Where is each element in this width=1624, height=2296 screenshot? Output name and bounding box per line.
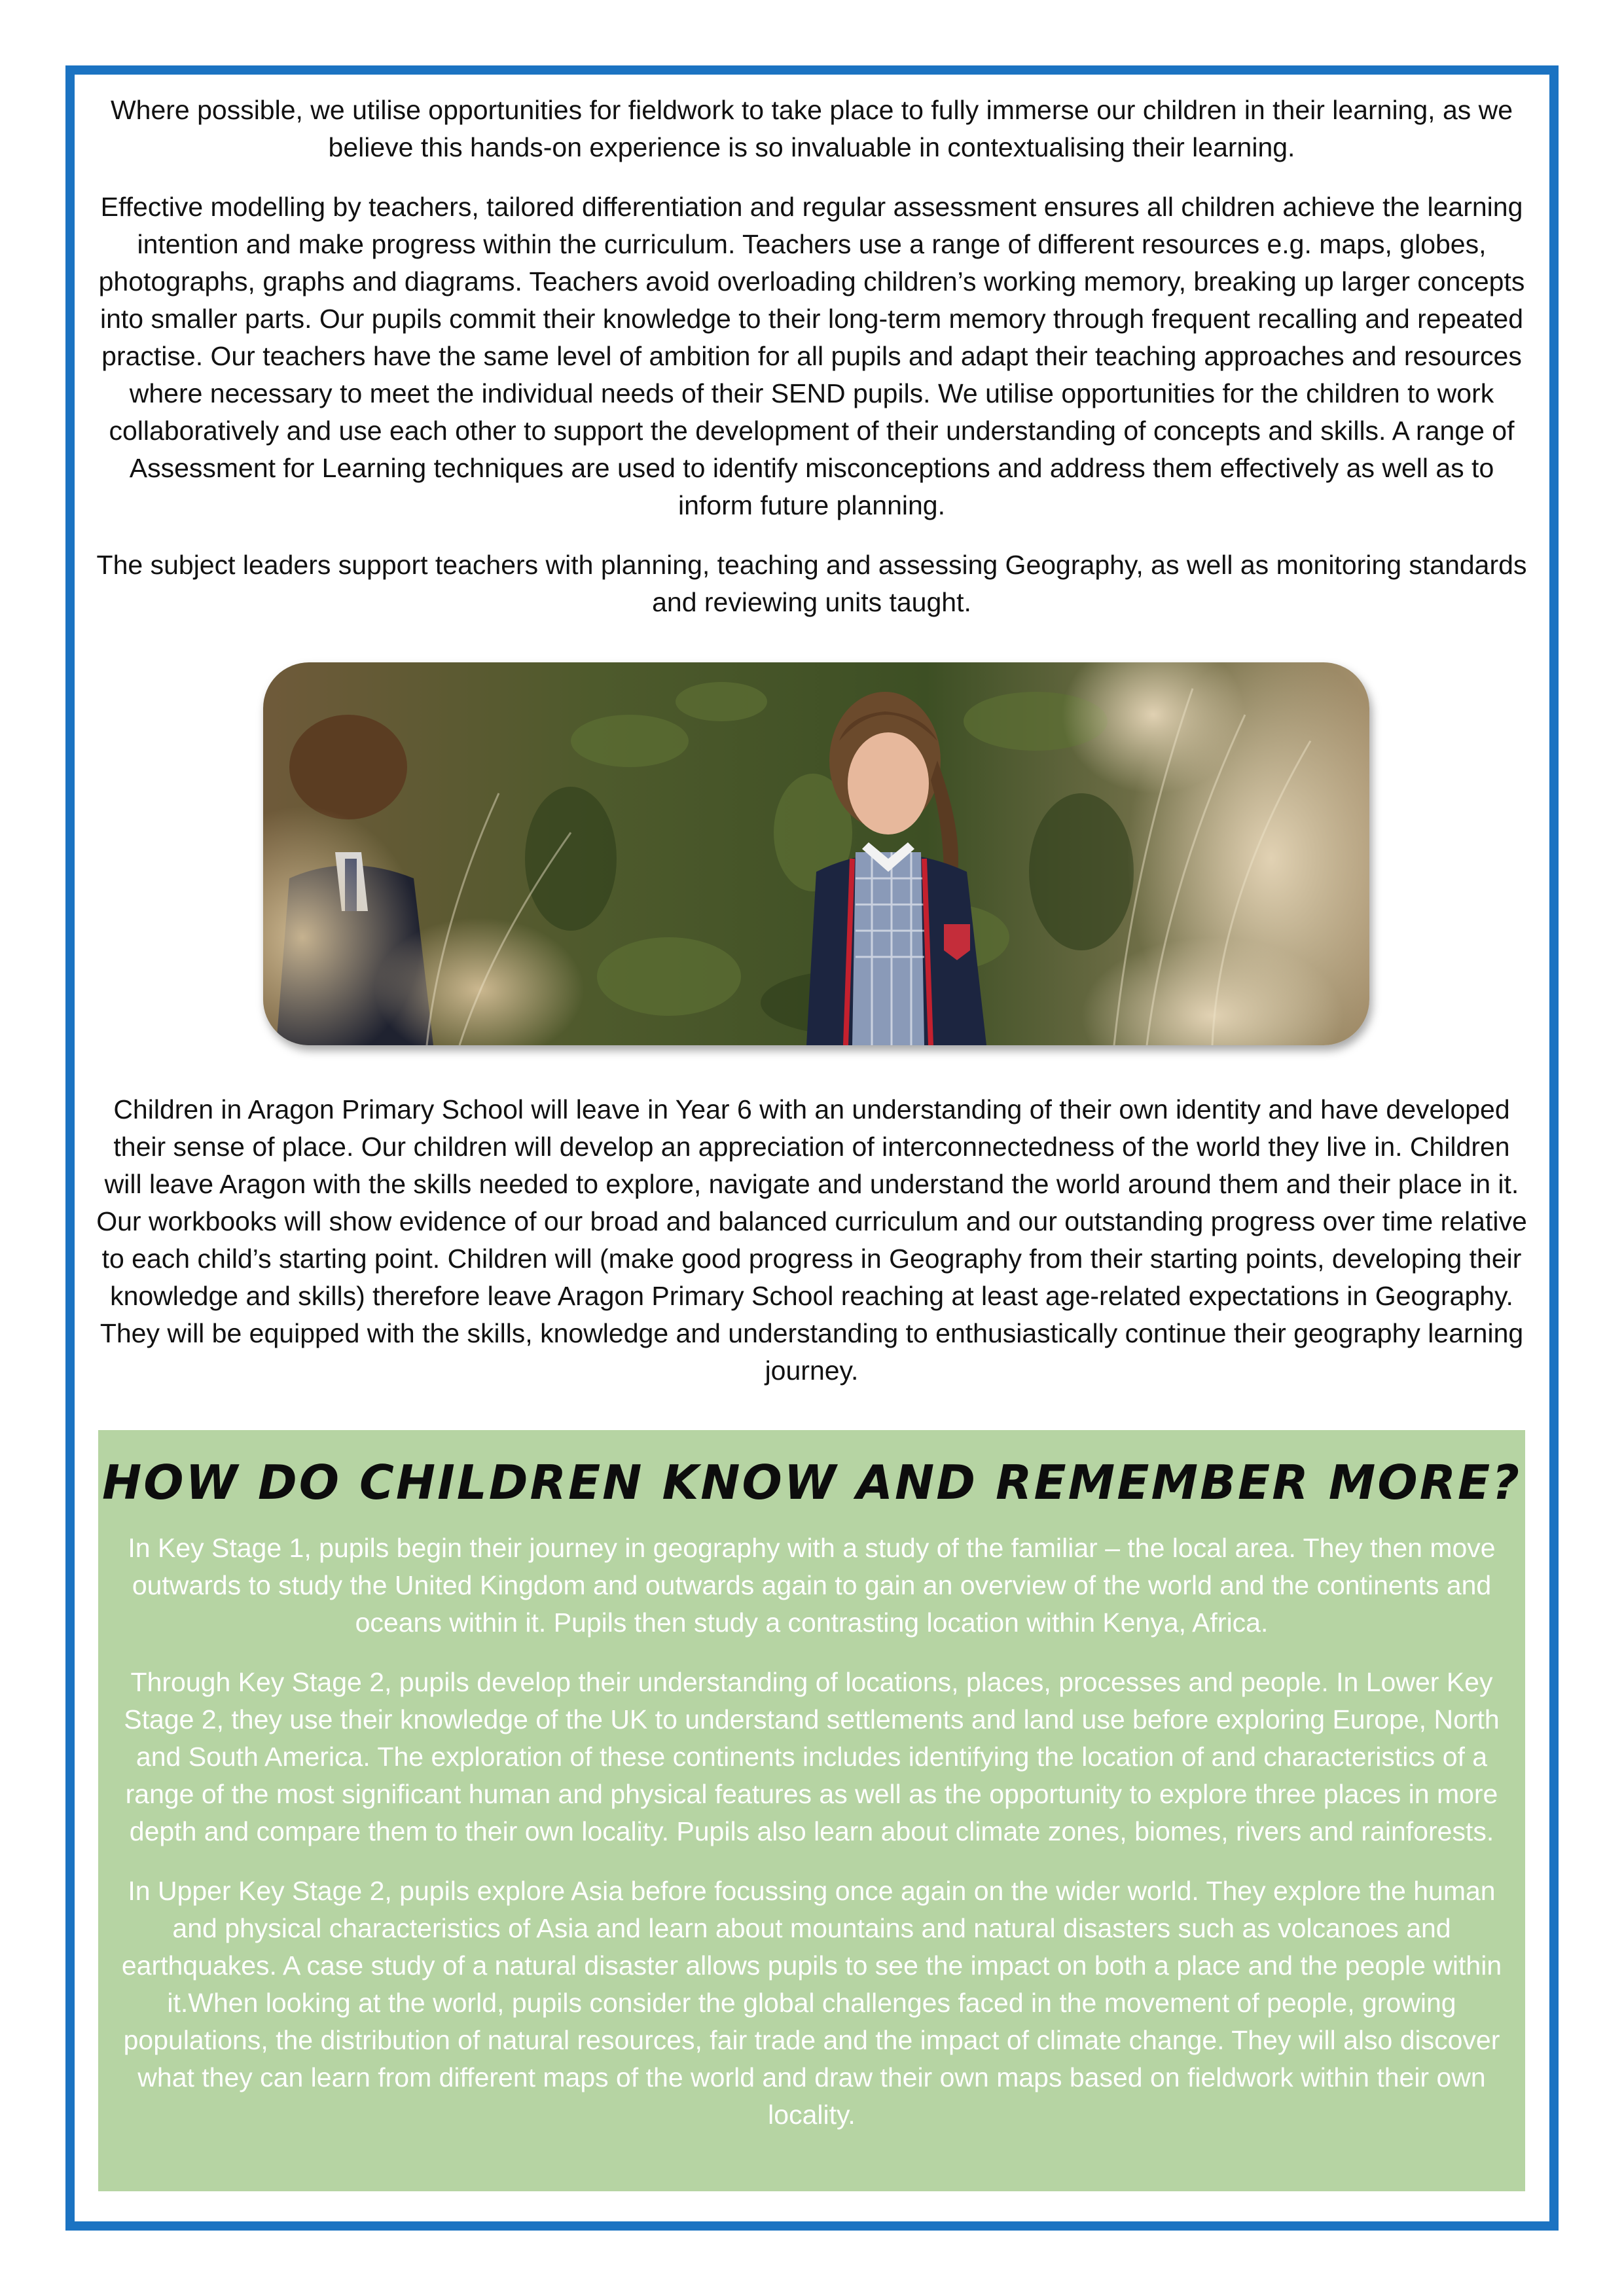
impact-paragraph: Children in Aragon Primary School will leave in Year 6 with an understanding of their own identity and have developed their sense of place. Our children will develop an appreciation of interconnectedness of the world they live in. Children will leave Aragon with the skills needed to explore, navigate and understand the world around them and their place in it. Our workbooks will show evidence of our broad and balanced curriculum and our outstanding progress over time relative to each child’s starting point. Children will (make good progress in Geography from their starting points, developing their knowledge and skills) therefore leave Aragon Primary School reaching at least age-related expectations in Geography. They will be equipped with the skills, knowledge and understanding to enthusiastically continue their geography learning journey. bbox=[96, 1094, 1527, 1386]
intro-section bbox=[95, 92, 1528, 643]
know-more-body bbox=[113, 1530, 1511, 2134]
know-more-paragraph-lower-ks2: Through Key Stage 2, pupils develop their understanding of locations, places, processes and people. In Lower Key Stage 2, they use their knowledge of the UK to understand settlements and land use before exploring Europe, North and South America. The exploration of these continents includes identifying the location of and characteristics of a range of the most significant human and physical features as well as the opportunity to explore three places in more depth and compare them to their own locality. Pupils also learn about climate zones, biomes, rivers and rainforests. bbox=[124, 1667, 1500, 1846]
intro-paragraph-subject-leaders: The subject leaders support teachers with planning, teaching and assessing Geography, as well as monitoring standards and reviewing units taught. bbox=[96, 550, 1527, 617]
intro-paragraph-teaching: Effective modelling by teachers, tailored differentiation and regular assessment ensures all children achieve the learning intention and make progress within the curriculum. Teachers use a range of different resources e.g. maps, globes, photographs, graphs and diagrams. Teachers avoid overloading children’s working memory, breaking up larger concepts into smaller parts. Our pupils commit their knowledge to their long-term memory through frequent recalling and repeated practise. Our teachers have the same level of ambition for all pupils and adapt their teaching approaches and resources where necessary to meet the individual needs of their SEND pupils. We utilise opportunities for the children to work collaboratively and use each other to support the development of their understanding of concepts and skills. A range of Assessment for Learning techniques are used to identify misconceptions and address them effectively as well as to inform future planning. bbox=[98, 192, 1525, 520]
impact-section bbox=[95, 1091, 1528, 1390]
know-more-paragraph-ks1: In Key Stage 1, pupils begin their journey in geography with a study of the familiar – the local area. They then move outwards to study the United Kingdom and outwards again to gain an overview of the world and the continents and oceans within it. Pupils then study a contrasting location within Kenya, Africa. bbox=[128, 1533, 1496, 1638]
know-more-paragraph-upper-ks2: In Upper Key Stage 2, pupils explore Asia before focussing once again on the wider world. They explore the human and physical characteristics of Asia and learn about mountains and natural disasters such as volcanoes and earthquakes. A case study of a natural disaster allows pupils to see the impact on both a place and the people within it.When looking at the world, pupils consider the global challenges faced in the movement of people, growing populations, the distribution of natural resources, fair trade and the impact of climate change. They will also discover what they can learn from different maps of the world and draw their own maps based on fieldwork within their own locality. bbox=[121, 1876, 1502, 2130]
know-more-title: HOW DO CHILDREN KNOW AND REMEMBER MORE? bbox=[102, 1455, 1521, 1510]
know-more-panel bbox=[98, 1430, 1525, 2191]
fieldwork-photo bbox=[263, 662, 1369, 1045]
intro-paragraph-fieldwork: Where possible, we utilise opportunities for fieldwork to take place to fully immerse our children in their learning, as we believe this hands-on experience is so invaluable in contextualising their learning. bbox=[110, 95, 1513, 162]
